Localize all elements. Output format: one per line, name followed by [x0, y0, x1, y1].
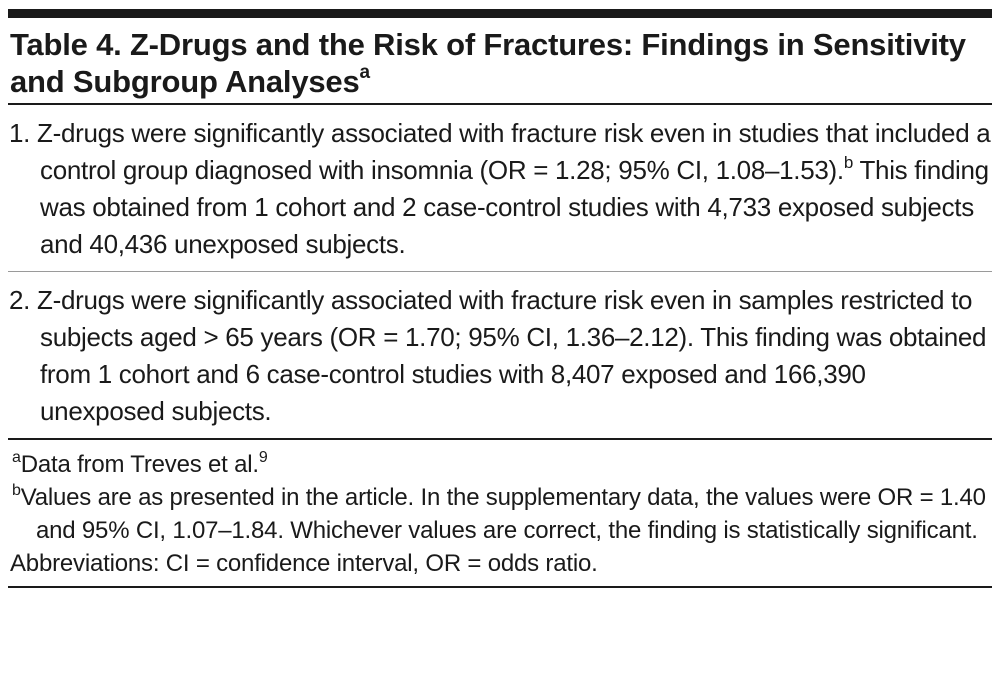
- footnote-text: Data from Treves et al.: [20, 451, 259, 478]
- finding-item-2: [8, 272, 992, 438]
- footnote-marker: b: [12, 482, 21, 499]
- title-footnote-marker: a: [359, 62, 370, 83]
- finding-item-1: [8, 105, 992, 271]
- footnote-text: Values are as presented in the article. In the supplementary data, the values were OR = 1.40 and 95% CI, 1.07–1.84. Whichever values are correct, the finding is statistically significant.: [20, 484, 986, 544]
- bottom-rule: [8, 586, 992, 588]
- table-title-text: Table 4. Z-Drugs and the Risk of Fractures: Findings in Sensitivity and Subgroup Analyses: [10, 27, 966, 99]
- footnote-a: [10, 448, 992, 481]
- table-container: [8, 9, 992, 588]
- footnote-b: [10, 481, 992, 547]
- item-number: 2.: [9, 285, 31, 315]
- table-title: [8, 18, 992, 103]
- footnotes: [8, 440, 992, 586]
- item-text-continued: This finding was obtained from 1 cohort and 2 case-control studies with 4,733 exposed subjects and 40,436 unexposed subjects.: [40, 155, 989, 259]
- top-rule: [8, 9, 992, 18]
- item-text: Z-drugs were significantly associated with fracture risk even in samples restricted to subjects aged > 65 years (OR = 1.70; 95% CI, 1.36–2.12). This finding was obtained from 1 cohort and 6 case-control studies with 8,407 exposed and 166,390 unexposed subjects.: [37, 285, 987, 426]
- abbreviations: Abbreviations: CI = confidence interval, OR = odds ratio.: [10, 550, 598, 577]
- item-number: 1.: [9, 118, 31, 148]
- reference-marker: 9: [258, 449, 268, 466]
- item-text: Z-drugs were significantly associated with fracture risk even in studies that included a control group diagnosed with insomnia (OR = 1.28; 95% CI, 1.08–1.53).: [37, 118, 991, 185]
- item-footnote-marker: b: [843, 153, 853, 172]
- footnote-marker: a: [12, 449, 21, 466]
